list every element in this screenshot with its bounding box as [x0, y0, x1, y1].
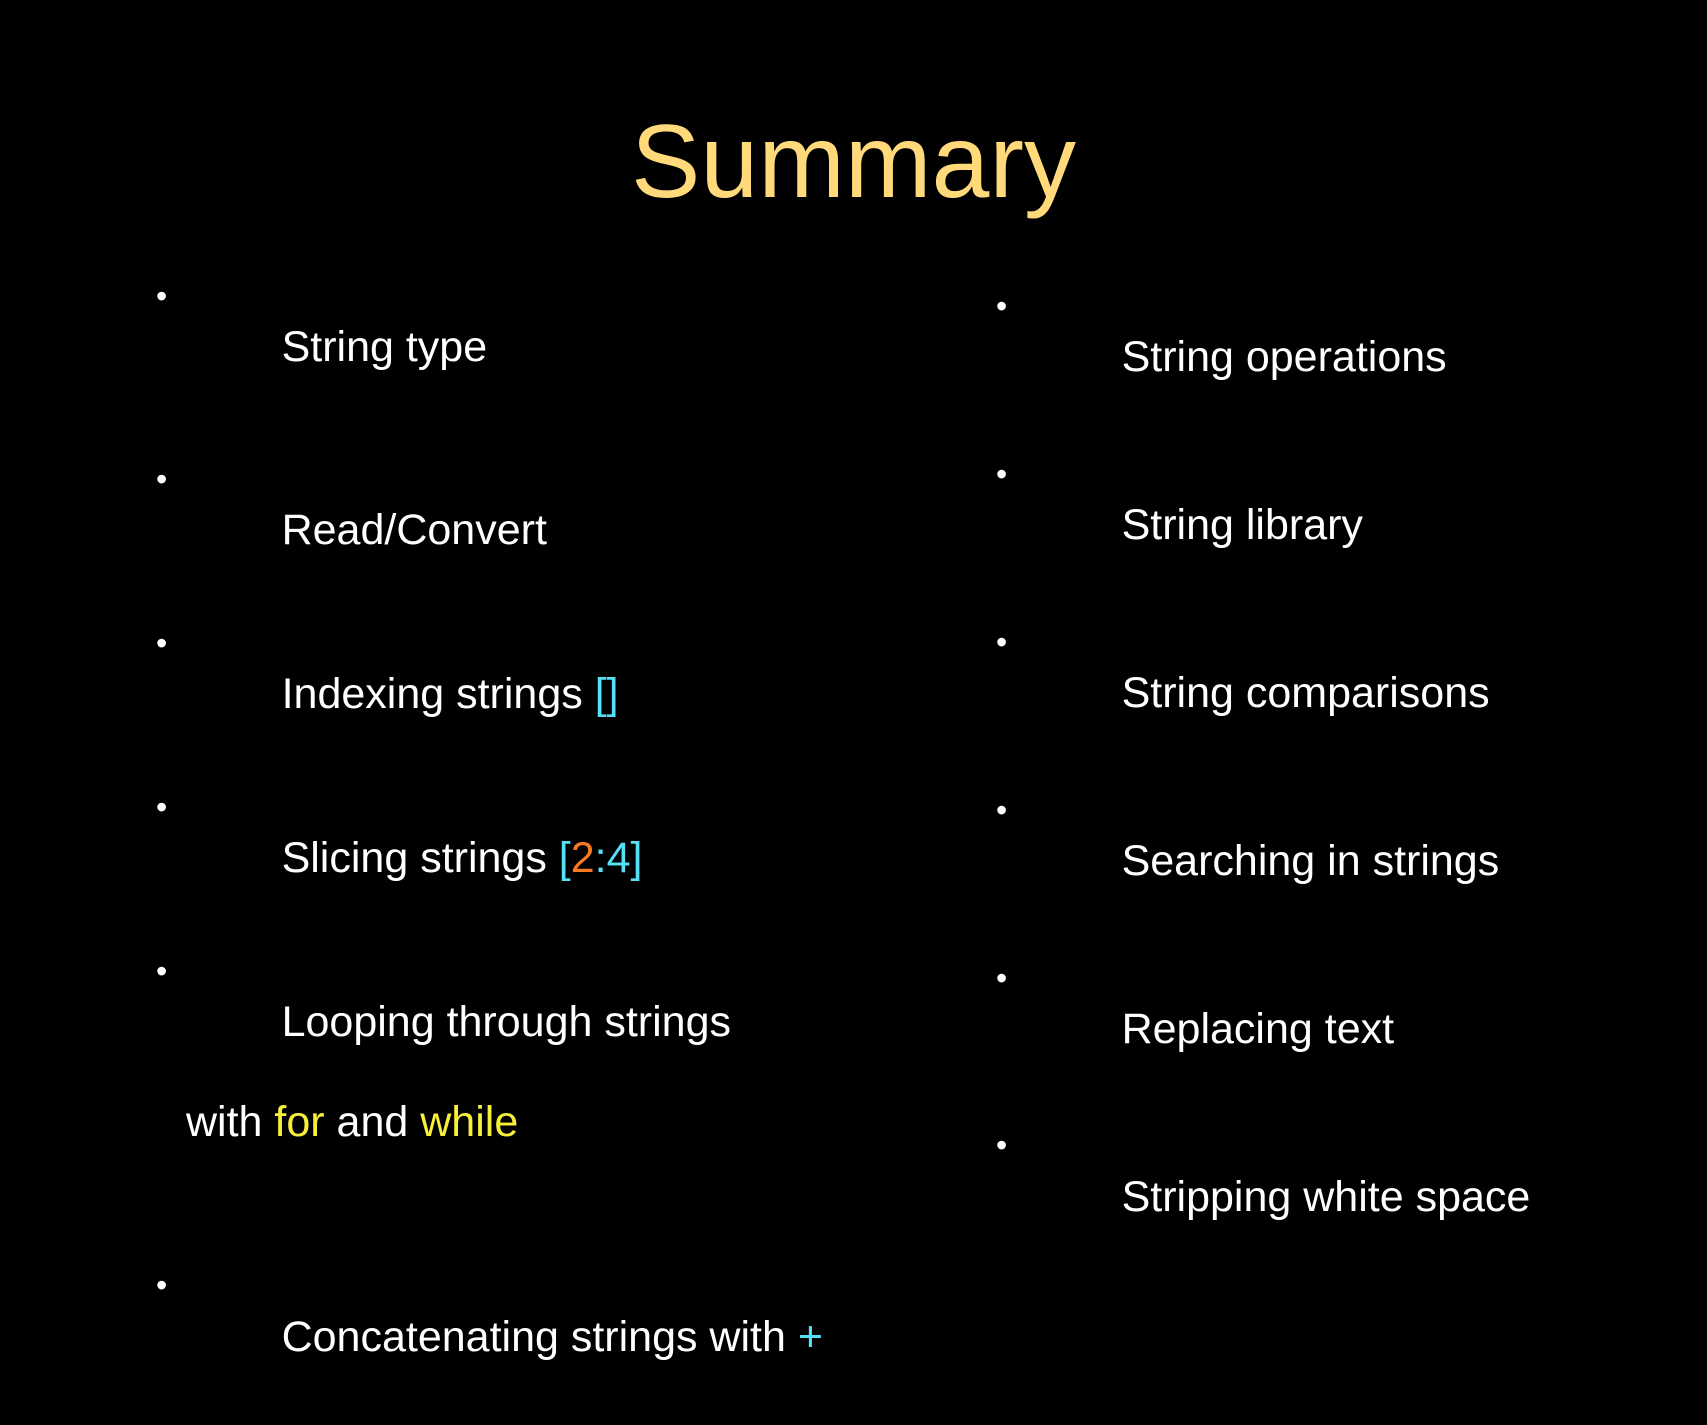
list-item [150, 783, 910, 934]
bullet-text: Read/Convert [281, 506, 547, 555]
subline-prefix: with [186, 1098, 275, 1147]
list-item [150, 272, 910, 423]
left-bullet-column [150, 272, 910, 1425]
list-item [990, 786, 1630, 937]
list-item [990, 954, 1630, 1105]
code-slice-start: 2 [570, 833, 595, 882]
subline-mid: and [324, 1098, 421, 1147]
bullet-text: Concatenating strings with [281, 1312, 798, 1361]
code-slice-colon: : [594, 833, 607, 882]
bullet-text: String operations [1121, 333, 1447, 382]
list-item [990, 450, 1630, 601]
list-item [150, 619, 910, 770]
bullet-text: Searching in strings [1121, 836, 1500, 885]
keyword-for: for [274, 1098, 325, 1147]
list-item [990, 1121, 1630, 1272]
right-bullet-list [990, 282, 1630, 1272]
list-item [990, 618, 1630, 769]
code-brackets: [] [594, 670, 619, 719]
list-item [990, 282, 1630, 433]
keyword-while: while [420, 1098, 519, 1147]
list-item [150, 1261, 910, 1412]
bullet-text: Stripping white space [1121, 1172, 1531, 1221]
bullet-subline [186, 1097, 910, 1147]
left-bullet-list [150, 272, 910, 1412]
bullet-text: Indexing strings [281, 670, 595, 719]
list-item [150, 947, 910, 1249]
bullet-text: String library [1121, 501, 1363, 550]
code-bracket-close: ] [630, 833, 643, 882]
page-title: Summary [631, 104, 1076, 220]
bullet-text: String type [281, 323, 488, 372]
list-item [150, 455, 910, 606]
bullet-text: Looping through strings [281, 997, 731, 1046]
bullet-text: Replacing text [1121, 1004, 1395, 1053]
code-bracket-open: [ [558, 833, 571, 882]
plus-operator: + [797, 1312, 823, 1361]
bullet-text: String comparisons [1121, 669, 1490, 718]
right-bullet-column [990, 282, 1630, 1289]
code-slice-end: 4 [606, 833, 631, 882]
bullet-text: Slicing strings [281, 833, 559, 882]
